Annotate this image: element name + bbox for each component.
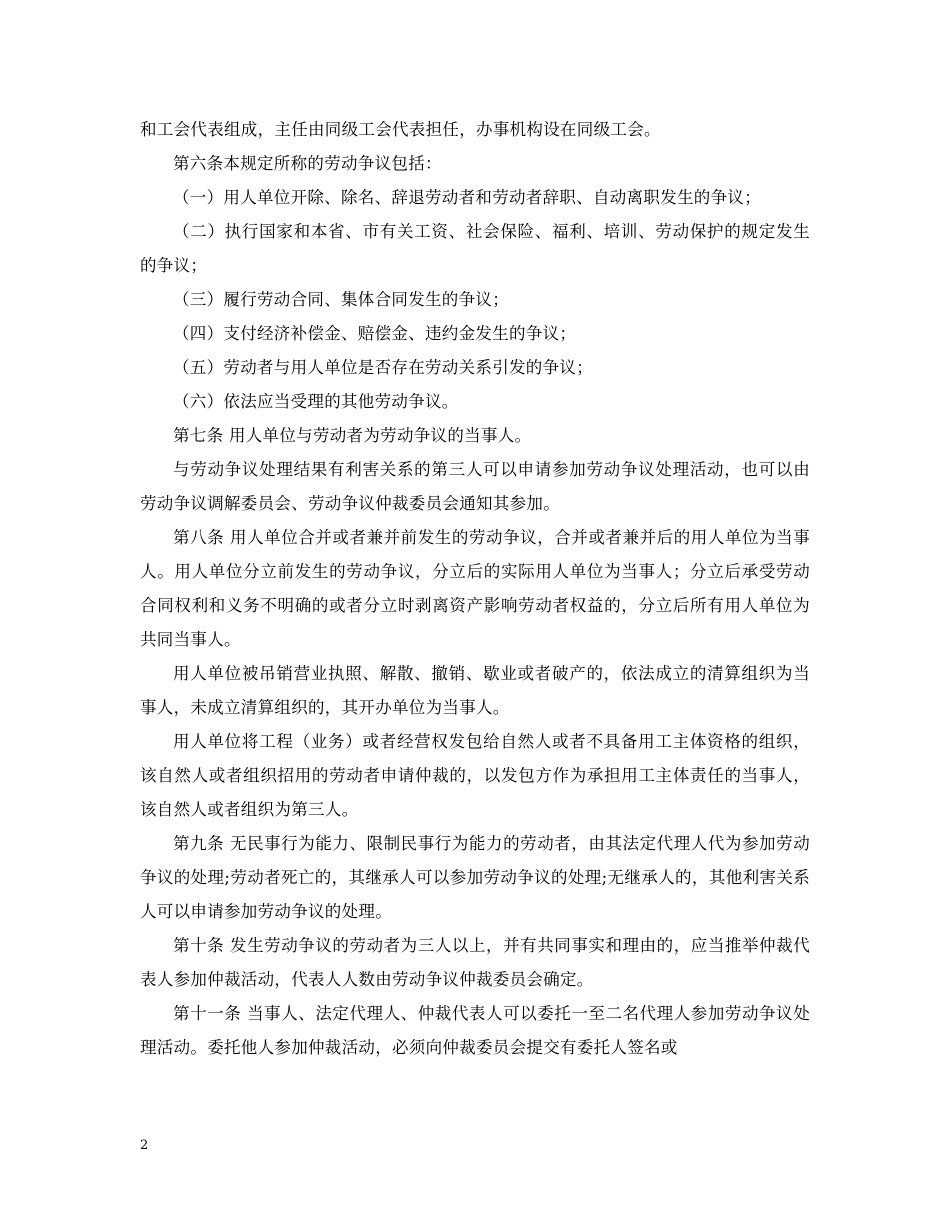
paragraph-article-7-third-party: 与劳动争议处理结果有利害关系的第三人可以申请参加劳动争议处理活动，也可以由劳动争议调解委员会、劳动争议仲裁委员会通知其参加。 <box>140 460 810 513</box>
paragraph-item-2: （二）执行国家和本省、市有关工资、社会保险、福利、培训、劳动保护的规定发生的争议； <box>140 222 810 275</box>
paragraph-article-6: 第六条本规定所称的劳动争议包括： <box>173 154 442 173</box>
paragraph-item-4: （四）支付经济补偿金、赔偿金、违约金发生的争议； <box>173 324 577 343</box>
paragraph-article-8-subcontract: 用人单位将工程（业务）或者经营权发包给自然人或者不具备用工主体资格的组织，该自然人或者组织招用的劳动者申请仲裁的，以发包方作为承担用工主体责任的当事人，该自然人或者组织为第三人。 <box>140 732 810 819</box>
paragraph-item-5: （五）劳动者与用人单位是否存在劳动关系引发的争议； <box>173 358 593 377</box>
paragraph-item-6: （六）依法应当受理的其他劳动争议。 <box>173 392 459 411</box>
paragraph-continuation: 和工会代表组成，主任由同级工会代表担任，办事机构设在同级工会。 <box>140 120 661 139</box>
paragraph-article-8: 第八条 用人单位合并或者兼并前发生的劳动争议，合并或者兼并后的用人单位为当事人。用人单位分立前发生的劳动争议，分立后的实际用人单位为当事人；分立后承受劳动合同权利和义务不明确的或者分立时剥离资产影响劳动者权益的，分立后所有用人单位为共同当事人。 <box>140 528 810 649</box>
paragraph-article-11: 第十一条 当事人、法定代理人、仲裁代表人可以委托一至二名代理人参加劳动争议处理活动。委托他人参加仲裁活动，必须向仲裁委员会提交有委托人签名或 <box>140 1004 810 1057</box>
paragraph-article-9: 第九条 无民事行为能力、限制民事行为能力的劳动者，由其法定代理人代为参加劳动争议的处理;劳动者死亡的，其继承人可以参加劳动争议的处理;无继承人的，其他利害关系人可以申请参加劳动争议的处理。 <box>140 834 810 921</box>
paragraph-article-8-liquidation: 用人单位被吊销营业执照、解散、撤销、歇业或者破产的，依法成立的清算组织为当事人，未成立清算组织的，其开办单位为当事人。 <box>140 664 810 717</box>
document-body <box>140 113 810 1065</box>
paragraph-article-7: 第七条 用人单位与劳动者为劳动争议的当事人。 <box>173 426 532 445</box>
paragraph-item-3: （三）履行劳动合同、集体合同发生的争议； <box>173 290 509 309</box>
paragraph-item-1: （一）用人单位开除、除名、辞退劳动者和劳动者辞职、自动离职发生的争议； <box>173 188 761 207</box>
page-number: 2 <box>140 1138 149 1153</box>
paragraph-article-10: 第十条 发生劳动争议的劳动者为三人以上，并有共同事实和理由的，应当推举仲裁代表人参加仲裁活动，代表人人数由劳动争议仲裁委员会确定。 <box>140 936 810 989</box>
